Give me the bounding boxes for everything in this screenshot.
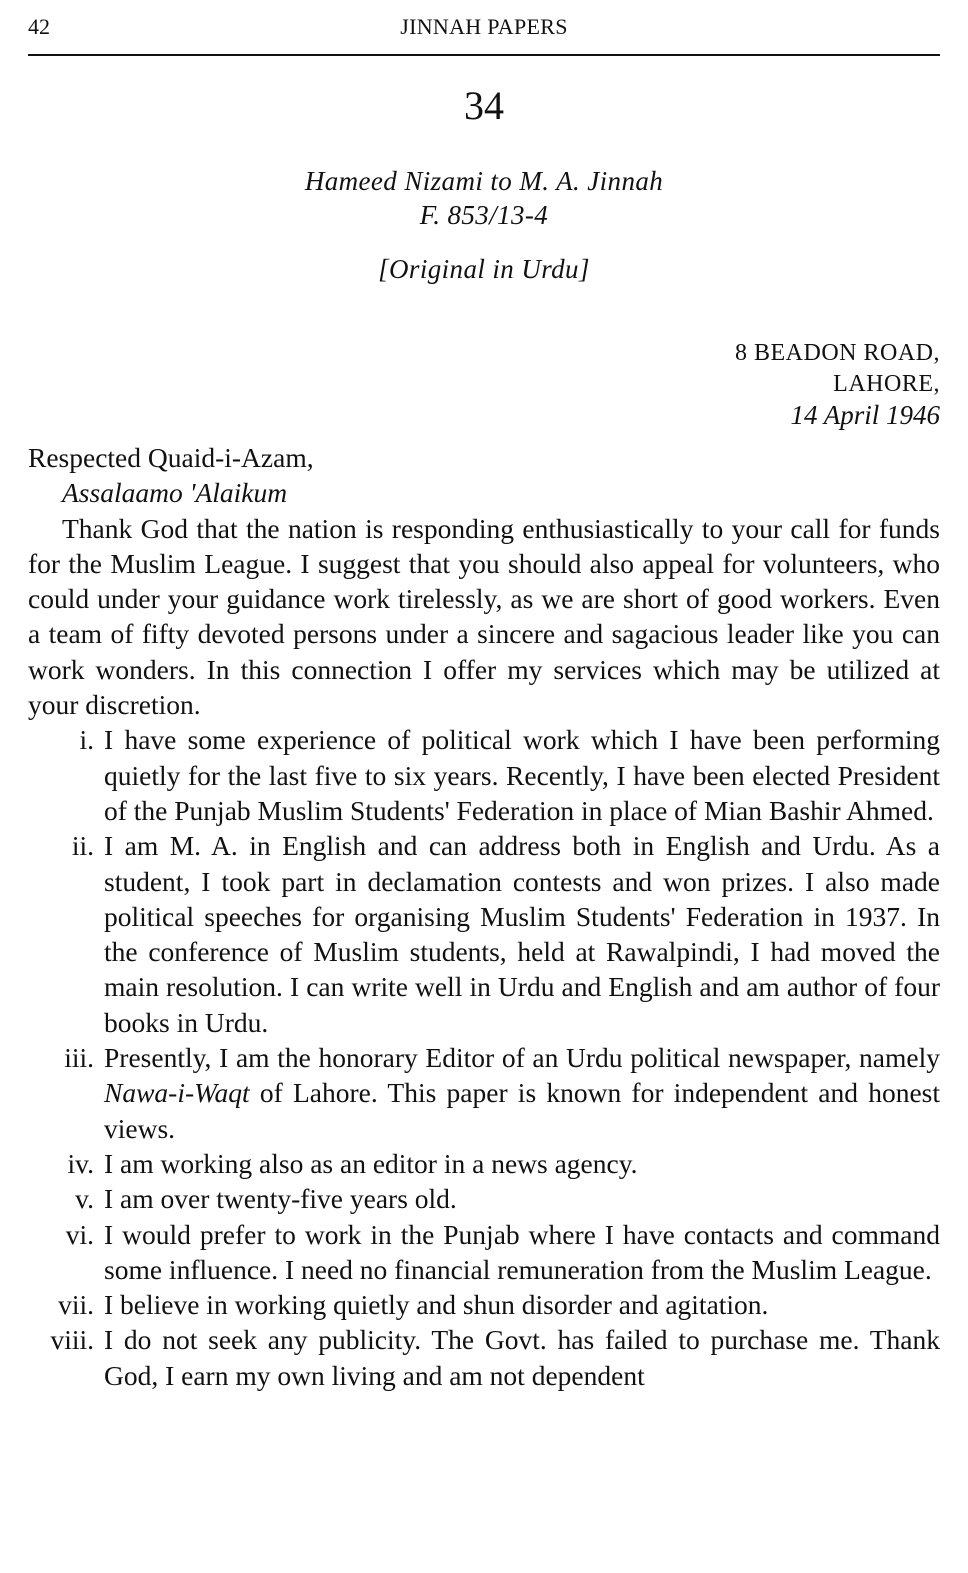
numbered-list [28,722,940,1393]
address-line-1: 8 BEADON ROAD, [735,340,940,366]
list-item-number: i. [79,724,94,756]
list-item-number: ii. [71,830,94,862]
greeting: Assalaamo 'Alaikum [62,477,288,509]
list-item-text: I have some experience of political work which I have been performing quietly for the last five to six years. Recently, I have been elected President of the Punjab Muslim Students' Federation in place of Mian Bashir Ahmed. [104,724,940,826]
body-paragraph: Thank God that the nation is responding enthusiastically to your call for funds for the Muslim League. I suggest that you should also appeal for volunteers, who could under your guidance work tirelessly, as we are short of good workers. Even a team of fifty devoted persons under a sincere and sagacious leader like you can work wonders. In this connection I offer my services which may be utilized at your discretion. [28,512,940,721]
list-item-text-after: of Lahore. This paper is known for independent and honest views. [104,1077,940,1144]
letter-body [28,440,940,1393]
list-item [28,1287,940,1322]
list-item-number: viii. [50,1324,94,1356]
list-item [28,722,940,828]
list-item [28,1146,940,1181]
sender-address [735,338,940,431]
list-item [28,1322,940,1393]
salutation: Respected Quaid-i-Azam, [28,442,314,473]
newspaper-name: Nawa-i-Waqt [104,1077,250,1109]
list-item-text: I am working also as an editor in a news agency. [104,1147,638,1179]
list-item [28,1217,940,1288]
list-item-number: iii. [64,1042,94,1074]
list-item-number: vi. [65,1218,94,1250]
running-head [28,8,940,42]
list-item-number: v. [75,1183,94,1215]
list-item-text: I am over twenty-five years old. [104,1183,457,1215]
letter-date: 14 April 1946 [790,400,940,430]
document-number: 34 [464,83,504,128]
address-line-2: LAHORE, [833,371,940,397]
list-item-text [104,1040,940,1146]
page-number: 42 [28,14,50,39]
list-item-text-before: Presently, I am the honorary Editor of an Urdu political newspaper, namely [104,1042,940,1074]
list-item-text: I am M. A. in English and can address both in English and Urdu. As a student, I took part in declamation contests and won prizes. I also made political speeches for organising Muslim Students' Federation in 1937. In the conference of Muslim students, held at Rawalpindi, I had moved the main resolution. I can write well in Urdu and English and am author of four books in Urdu. [104,830,940,1038]
caption-file-ref: F. 853/13-4 [419,200,549,230]
header-rule [28,54,940,56]
list-item-text: I would prefer to work in the Punjab where I have contacts and command some influence. I need no financial remuneration from the Muslim League. [104,1218,940,1285]
list-item-text: I do not seek any publicity. The Govt. has failed to purchase me. Thank God, I earn my own living and am not dependent [104,1324,940,1391]
caption-correspondents: Hameed Nizami to M. A. Jinnah [304,166,664,196]
list-item-text: I believe in working quietly and shun disorder and agitation. [104,1289,769,1321]
list-item-number: iv. [67,1147,94,1179]
list-item [28,828,940,1040]
list-item [28,1040,940,1146]
list-item-number: vii. [58,1289,94,1321]
caption-original-language: [Original in Urdu] [378,254,590,284]
book-title: JINNAH PAPERS [400,14,568,39]
list-item [28,1181,940,1216]
